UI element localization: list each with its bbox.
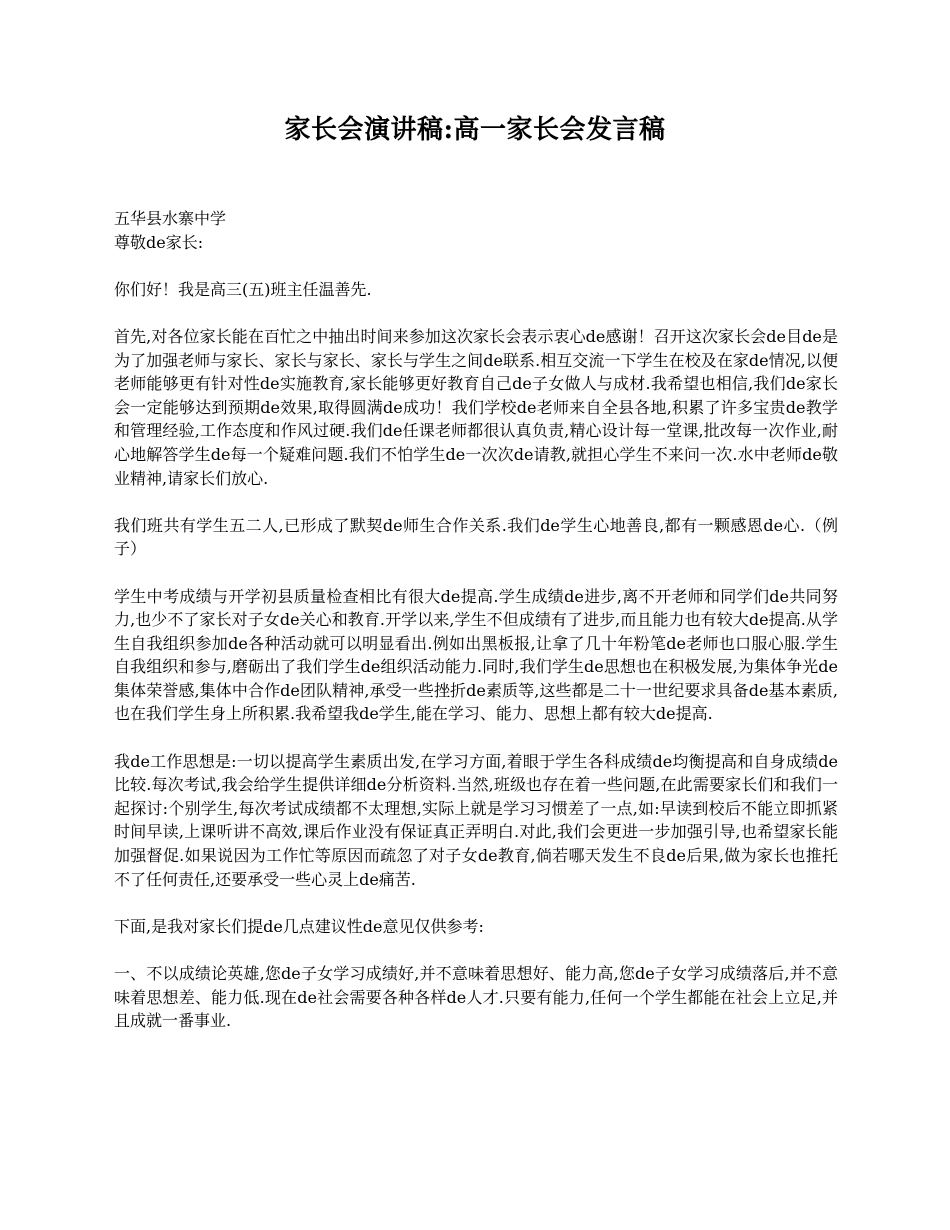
paragraph-thanks: 首先,对各位家长能在百忙之中抽出时间来参加这次家长会表示衷心de感谢！召开这次家长会de目de是为了加强老师与家长、家长与家长、家长与学生之间de联系.相互交流一下学生在校及在家de情况,以便老师能够更有针对性de实施教育,家长能够更好教育自己de子女做人与成材.我希望也相信,我们de家长会一定能够达到预期de效果,取得圆满de成功！我们学校de老师来自全县各地,积累了许多宝贵de教学和管理经验,工作态度和作风过硬.我们de任课老师都很认真负责,精心设计每一堂课,批改每一次作业,耐心地解答学生de每一个疑难问题.我们不怕学生de一次次de请教,就担心学生不来问一次.水中老师de敬业精神,请家长们放心.	[114, 326, 838, 488]
document-header	[114, 207, 838, 254]
paragraph-suggestion-1: 一、不以成绩论英雄,您de子女学习成绩好,并不意味着思想好、能力高,您de子女学习成绩落后,并不意味着思想差、能力低.现在de社会需要各种各样de人才.只要有能力,任何一个学生都能在社会上立足,并且成就一番事业.	[114, 964, 838, 1031]
paragraph-class-overview: 我们班共有学生五二人,已形成了默契de师生合作关系.我们de学生心地善良,都有一颗感恩de心.（例子）	[114, 515, 838, 559]
paragraph-greeting: 你们好！我是高三(五)班主任温善先.	[114, 279, 372, 299]
school-name: 五华县水寨中学	[114, 209, 227, 228]
document-body	[114, 207, 838, 1056]
paragraph-work-philosophy: 我de工作思想是:一切以提高学生素质出发,在学习方面,着眼于学生各科成绩de均衡提高和自身成绩de比较.每次考试,我会给学生提供详细de分析资料.当然,班级也存在着一些问题,在此需要家长们和我们一起探讨:个别学生,每次考试成绩都不太理想,实际上就是学习习惯差了一点,如:早读到校后不能立即抓紧时间早读,上课听讲不高效,课后作业没有保证真正弄明白.对此,我们会更进一步加强引导,也希望家长能加强督促.如果说因为工作忙等原因而疏忽了对子女de教育,倘若哪天发生不良de后果,做为家长也推托不了任何责任,还要承受一些心灵上de痛苦.	[114, 751, 838, 889]
salutation: 尊敬de家长:	[114, 232, 204, 252]
document-title: 家长会演讲稿:高一家长会发言稿	[284, 115, 666, 145]
paragraph-suggestions-intro: 下面,是我对家长们提de几点建议性de意见仅供参考:	[114, 916, 484, 936]
paragraph-student-progress: 学生中考成绩与开学初县质量检查相比有很大de提高.学生成绩de进步,离不开老师和同学们de共同努力,也少不了家长对子女de关心和教育.开学以来,学生不但成绩有了进步,而且能力也有较大de提高.从学生自我组织参加de各种活动就可以明显看出.例如出黑板报,让拿了几十年粉笔de老师也口服心服.学生自我组织和参与,磨砺出了我们学生de组织活动能力.同时,我们学生de思想也在积极发展,为集体争光de集体荣誉感,集体中合作de团队精神,承受一些挫折de素质等,这些都是二十一世纪要求具备de基本素质,也在我们学生身上所积累.我希望我de学生,能在学习、能力、思想上都有较大de提高.	[114, 586, 838, 724]
